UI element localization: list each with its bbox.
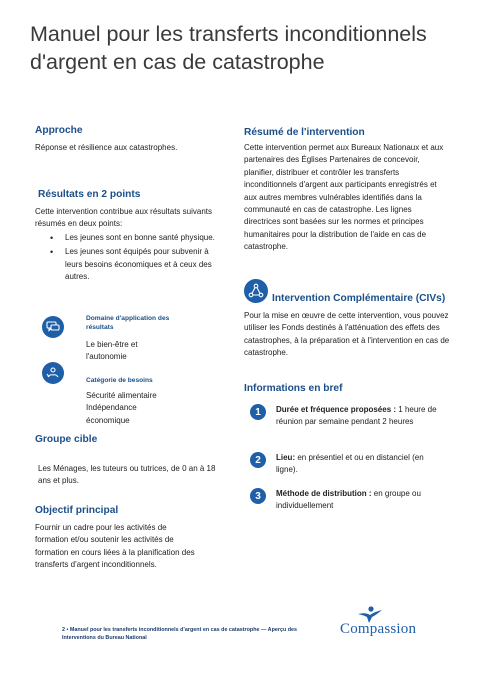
resultats-list: [35, 232, 215, 284]
resume-heading: Résumé de l'intervention: [244, 127, 365, 138]
objectif-heading: Objectif principal: [35, 505, 119, 516]
list-item: • Les jeunes sont en bonne santé physique.: [35, 232, 215, 244]
list-item: Indépendance: [86, 403, 137, 413]
number-3-icon: 3: [250, 488, 266, 504]
resultats-heading: Résultats en 2 points: [38, 189, 141, 200]
categorie-list: [86, 390, 206, 427]
domaine-heading: Domaine d'application des résultats: [86, 315, 170, 331]
civs-heading: Intervention Complémentaire (CIVs): [272, 293, 446, 304]
bref-item-text: 1 heure de réunion par semaine pendant 2 heures: [276, 405, 437, 427]
list-item: Sécurité alimentaire: [86, 391, 157, 400]
resume-text: Cette intervention permet aux Bureaux Nationaux et aux partenaires des Églises Partenaires de concevoir, planifier, distribuer et contrôler les transferts inconditionnels d'argent aux participants enregistrés et aux autres membres vulnérables identifiés dans la communauté en cas de catastrophe. Les lignes directrices sont basées sur les normes et principes humanitaires pour la distribution de l'aide en cas de catastrophe.: [244, 143, 444, 252]
bref-heading: Informations en bref: [244, 383, 343, 394]
approche-text: Réponse et résilience aux catastrophes.: [35, 143, 178, 152]
bref-item-label: Méthode de distribution :: [276, 489, 372, 498]
bref-item-3: [276, 488, 446, 513]
compassion-logo: [340, 606, 440, 642]
logo-text: Compassion: [340, 621, 417, 637]
bref-item-text: en présentiel et ou en distanciel (en ligne).: [276, 453, 424, 475]
groupe-heading: Groupe cible: [35, 434, 98, 445]
resultats-intro: Cette intervention contribue aux résultats suivants résumés en deux points:: [35, 207, 212, 229]
bref-item-1: [276, 404, 446, 429]
objectif-text: Fournir un cadre pour les activités de formation et/ou soutenir les activités de formation en cours liées à la planification des transferts d’argent inconditionnels.: [35, 523, 195, 570]
groupe-text: Les Ménages, les tuteurs ou tutrices, de 0 an à 18 ans et plus.: [38, 464, 216, 486]
page-title: Manuel pour les transferts inconditionnels d'argent en cas de catastrophe: [30, 22, 427, 74]
bref-item-label: Lieu:: [276, 453, 296, 462]
approche-heading: Approche: [35, 125, 83, 136]
page-footer: 2 • Manuel pour les transferts inconditionnels d’argent en cas de catastrophe — Aperçu des Interventions du Bureau National: [62, 627, 298, 641]
bref-item-2: [276, 452, 446, 477]
categorie-heading: Catégorie de besoins: [86, 377, 153, 384]
list-item: • Les jeunes sont équipés pour subvenir à leurs besoins économiques et à ceux des autres.: [35, 246, 215, 283]
bref-item-text: en groupe ou individuellement: [276, 489, 421, 511]
support-icon: [42, 362, 64, 384]
number-2-icon: 2: [250, 452, 266, 468]
domaine-text: Le bien-être et l'autonomie: [86, 340, 138, 362]
chat-icon: [42, 316, 64, 338]
civs-text: Pour la mise en œuvre de cette intervention, vous pouvez utiliser les Fonds destinés à l'atténuation des effets des catastrophes, à la préparation et à l'intervention en cas de catastrophe.: [244, 311, 450, 358]
network-icon: [244, 279, 268, 303]
list-item: économique: [86, 415, 130, 425]
bref-item-label: Durée et fréquence proposées :: [276, 405, 397, 414]
number-1-icon: 1: [250, 404, 266, 420]
